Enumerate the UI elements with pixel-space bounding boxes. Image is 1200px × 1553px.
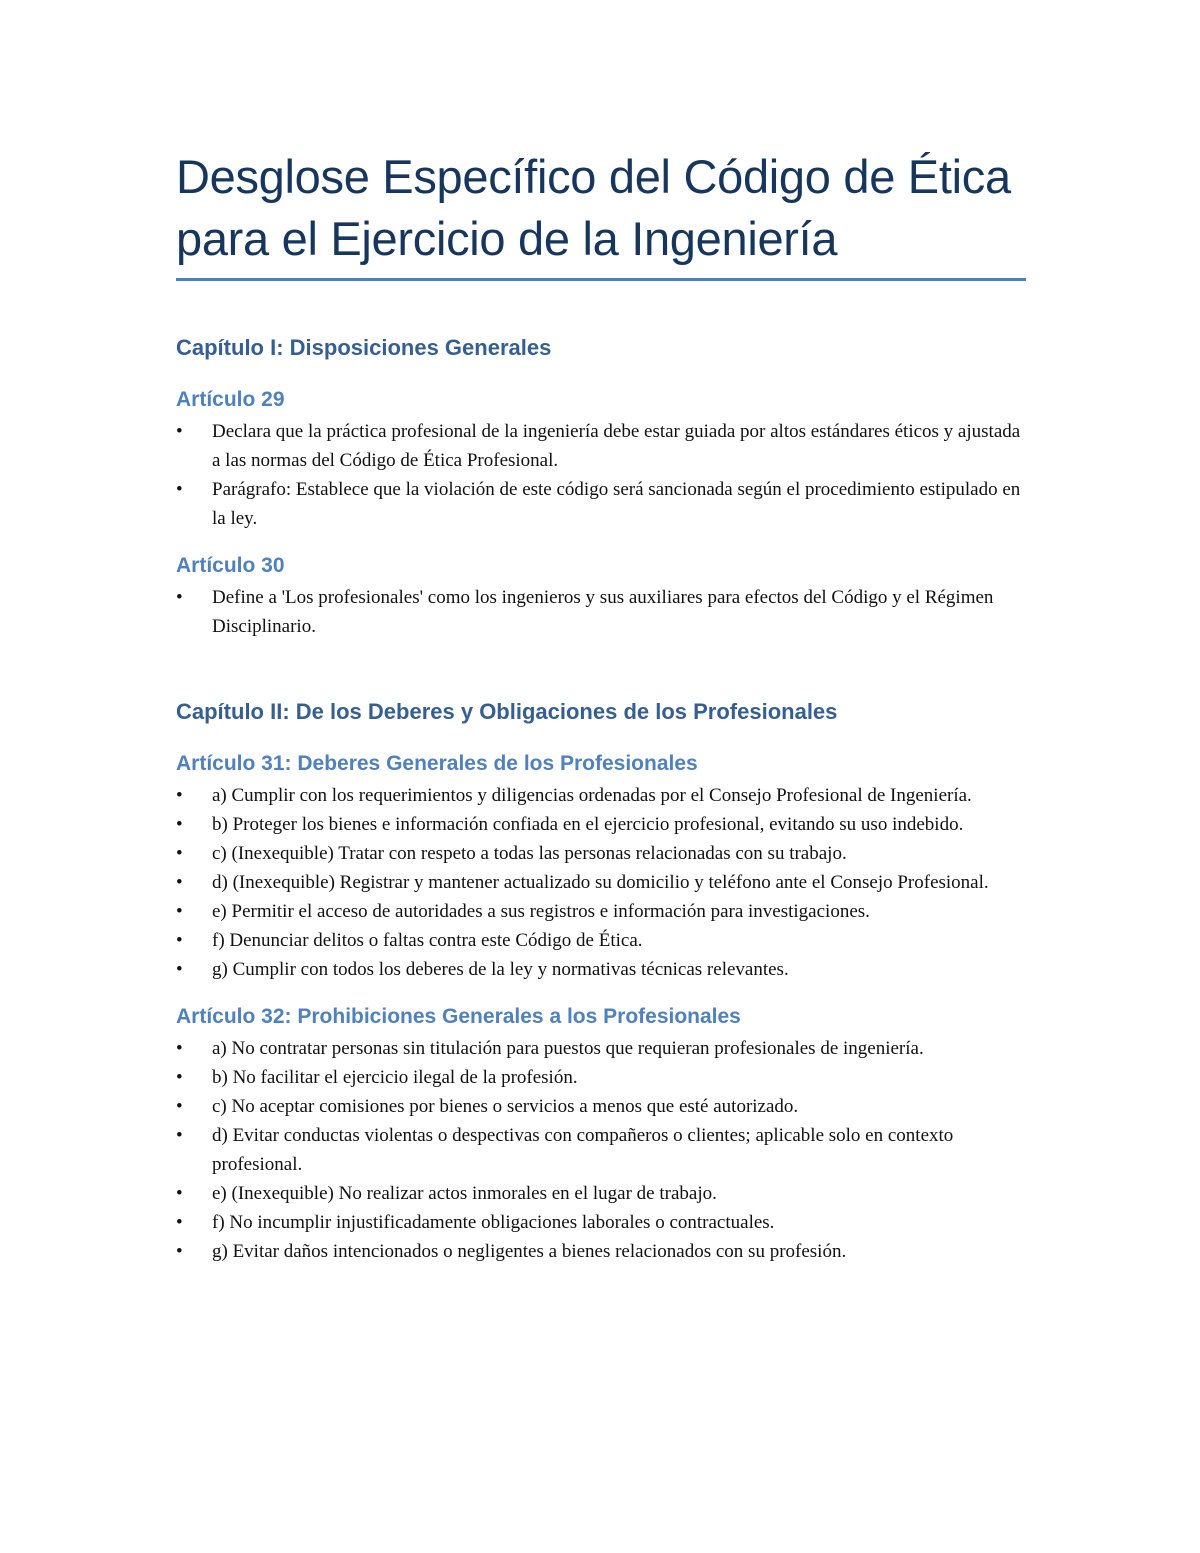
list-item [176, 897, 1032, 926]
list-item-text: d) Evitar conductas violentas o despectivas con compañeros o clientes; aplicable solo en contexto profesional. [212, 1125, 954, 1175]
list-item-text: c) No aceptar comisiones por bienes o servicios a menos que esté autorizado. [212, 1096, 799, 1117]
list-item-text: f) Denunciar delitos o faltas contra este Código de Ética. [212, 930, 643, 951]
list-item [176, 1063, 1032, 1092]
list-item [176, 583, 1032, 641]
list-item [176, 1179, 1032, 1208]
list-item [176, 839, 1032, 868]
list-item [176, 810, 1032, 839]
article-list [176, 781, 1026, 984]
list-item [176, 868, 1032, 897]
list-item-text: f) No incumplir injustificadamente obligaciones laborales o contractuales. [212, 1212, 775, 1233]
bullet-icon: • [176, 479, 183, 500]
article-heading: Artículo 32: Prohibiciones Generales a los Profesionales [176, 1005, 741, 1028]
bullet-icon: • [176, 1067, 183, 1088]
list-item-text: b) Proteger los bienes e información confiada en el ejercicio profesional, evitando su uso indebido. [212, 814, 964, 835]
bullet-icon: • [176, 1212, 183, 1233]
list-item-text: a) No contratar personas sin titulación para puestos que requieran profesionales de ingeniería. [212, 1038, 924, 1059]
bullet-icon: • [176, 1125, 183, 1146]
list-item [176, 926, 1032, 955]
list-item [176, 1034, 1032, 1063]
list-item-text: Define a 'Los profesionales' como los ingenieros y sus auxiliares para efectos del Código y el Régimen Disciplinario. [212, 587, 994, 637]
bullet-icon: • [176, 1241, 183, 1262]
list-item [176, 955, 1032, 984]
list-item [176, 1092, 1032, 1121]
list-item-text: g) Cumplir con todos los deberes de la ley y normativas técnicas relevantes. [212, 959, 789, 980]
list-item [176, 1208, 1032, 1237]
list-item-text: Declara que la práctica profesional de la ingeniería debe estar guiada por altos estándares éticos y ajustada a las normas del Código de Ética Profesional. [212, 421, 1021, 471]
bullet-icon: • [176, 814, 183, 835]
article-list [176, 583, 1026, 641]
document-page [176, 146, 1026, 1266]
list-item-text: a) Cumplir con los requerimientos y diligencias ordenadas por el Consejo Profesional de Ingeniería. [212, 785, 972, 806]
list-item-text: g) Evitar daños intencionados o negligentes a bienes relacionados con su profesión. [212, 1241, 847, 1262]
bullet-icon: • [176, 785, 183, 806]
list-item [176, 475, 1032, 533]
list-item-text: e) (Inexequible) No realizar actos inmorales en el lugar de trabajo. [212, 1183, 717, 1204]
list-item-text: c) (Inexequible) Tratar con respeto a todas las personas relacionadas con su trabajo. [212, 843, 847, 864]
article-list [176, 417, 1026, 533]
bullet-icon: • [176, 959, 183, 980]
list-item-text: Parágrafo: Establece que la violación de este código será sancionada según el procedimiento estipulado en la ley. [212, 479, 1021, 529]
chapter-heading: Capítulo II: De los Deberes y Obligaciones de los Profesionales [176, 699, 838, 724]
list-item [176, 1237, 1032, 1266]
bullet-icon: • [176, 1038, 183, 1059]
article-heading: Artículo 30 [176, 554, 285, 577]
chapter-heading: Capítulo I: Disposiciones Generales [176, 335, 552, 360]
bullet-icon: • [176, 1096, 183, 1117]
document-title: Desglose Específico del Código de Ética para el Ejercicio de la Ingeniería [176, 146, 1026, 281]
article-heading: Artículo 29 [176, 388, 285, 411]
bullet-icon: • [176, 930, 183, 951]
bullet-icon: • [176, 843, 183, 864]
bullet-icon: • [176, 1183, 183, 1204]
article-list [176, 1034, 1026, 1266]
article-heading: Artículo 31: Deberes Generales de los Profesionales [176, 752, 698, 775]
bullet-icon: • [176, 421, 183, 442]
bullet-icon: • [176, 901, 183, 922]
list-item [176, 781, 1032, 810]
list-item-text: e) Permitir el acceso de autoridades a sus registros e información para investigaciones. [212, 901, 870, 922]
list-item-text: b) No facilitar el ejercicio ilegal de la profesión. [212, 1067, 578, 1088]
list-item-text: d) (Inexequible) Registrar y mantener actualizado su domicilio y teléfono ante el Consejo Profesional. [212, 872, 989, 893]
bullet-icon: • [176, 587, 183, 608]
list-item [176, 1121, 1032, 1179]
bullet-icon: • [176, 872, 183, 893]
list-item [176, 417, 1032, 475]
